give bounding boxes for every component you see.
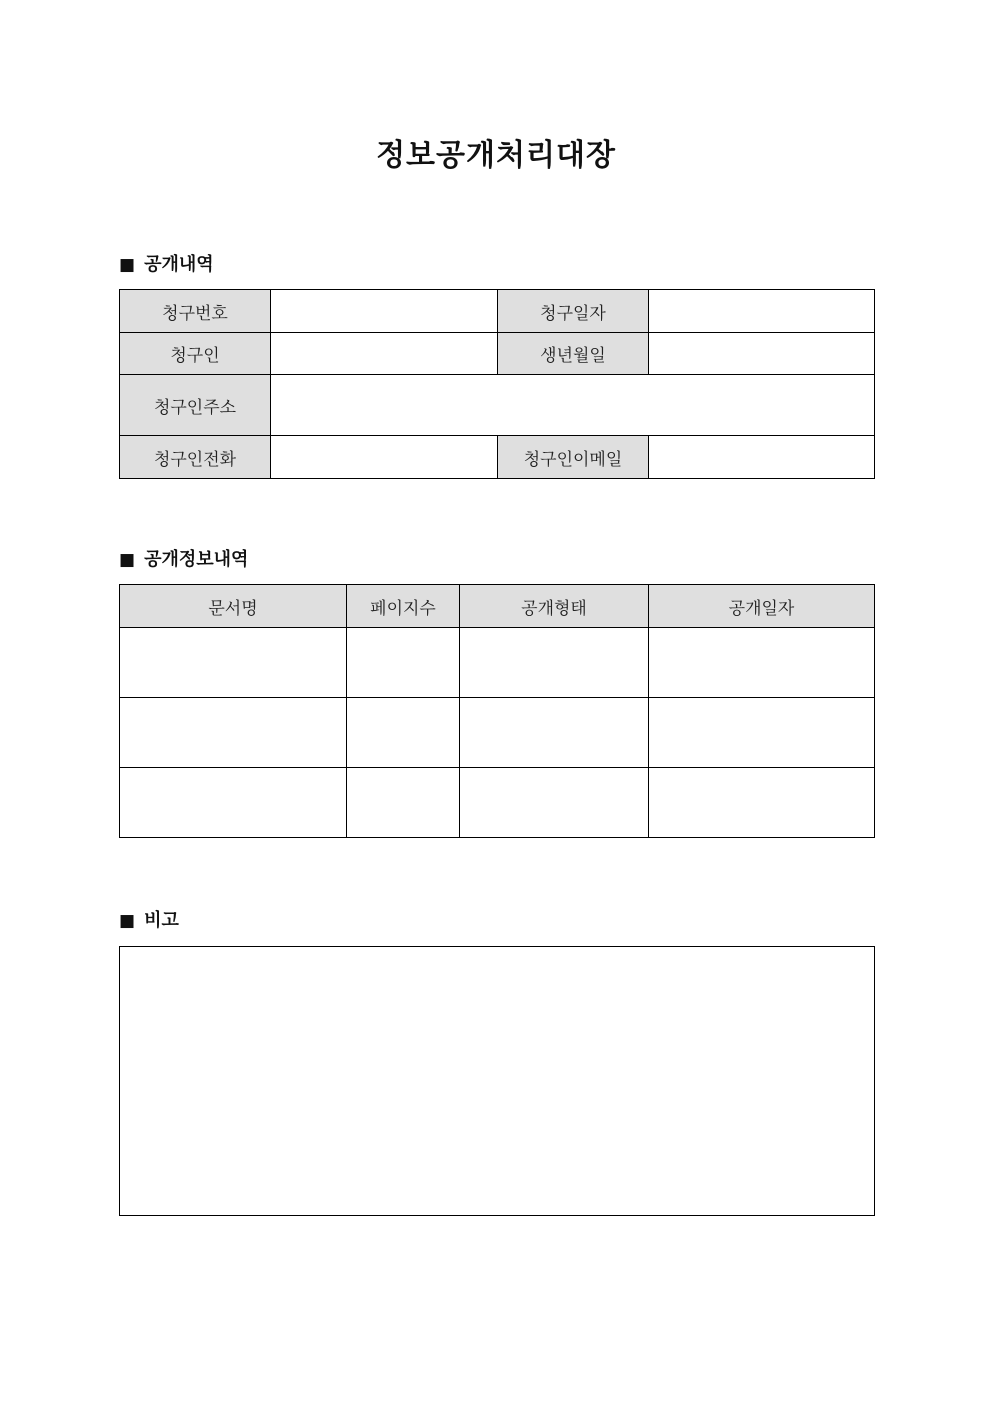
table-row: [120, 333, 875, 375]
doc-name-cell[interactable]: [120, 698, 347, 768]
column-header-disclosure-date: 공개일자: [649, 585, 875, 628]
table-row: [120, 698, 875, 768]
page-count-cell[interactable]: [347, 768, 460, 838]
birth-date-label: 생년월일: [498, 333, 649, 375]
column-header-page-count: 페이지수: [347, 585, 460, 628]
square-bullet-icon: ■: [119, 911, 136, 931]
square-bullet-icon: ■: [119, 255, 136, 275]
phone-field[interactable]: [271, 436, 498, 479]
disclosure-date-cell[interactable]: [649, 768, 875, 838]
section-heading-info: [119, 548, 248, 572]
remarks-box[interactable]: [119, 946, 875, 1216]
section-heading-text: 비고: [144, 910, 179, 931]
info-table: [119, 584, 875, 838]
request-no-field[interactable]: [271, 290, 498, 333]
request-no-label: 청구번호: [120, 290, 271, 333]
email-field[interactable]: [649, 436, 875, 479]
table-row: [120, 628, 875, 698]
doc-name-cell[interactable]: [120, 768, 347, 838]
table-row: [120, 375, 875, 436]
page-count-cell[interactable]: [347, 698, 460, 768]
section-heading-disclosure: [119, 253, 214, 277]
table-row: [120, 436, 875, 479]
section-heading-text: 공개정보내역: [144, 549, 249, 570]
disclosure-type-cell[interactable]: [460, 768, 649, 838]
phone-label: 청구인전화: [120, 436, 271, 479]
disclosure-date-cell[interactable]: [649, 628, 875, 698]
request-date-field[interactable]: [649, 290, 875, 333]
square-bullet-icon: ■: [119, 550, 136, 570]
column-header-doc-name: 문서명: [120, 585, 347, 628]
table-header-row: [120, 585, 875, 628]
requester-label: 청구인: [120, 333, 271, 375]
section-heading-text: 공개내역: [144, 254, 214, 275]
doc-name-cell[interactable]: [120, 628, 347, 698]
disclosure-type-cell[interactable]: [460, 698, 649, 768]
table-row: [120, 290, 875, 333]
address-field[interactable]: [271, 375, 875, 436]
column-header-disclosure-type: 공개형태: [460, 585, 649, 628]
disclosure-type-cell[interactable]: [460, 628, 649, 698]
section-heading-remarks: [119, 909, 179, 933]
address-label: 청구인주소: [120, 375, 271, 436]
disclosure-date-cell[interactable]: [649, 698, 875, 768]
birth-date-field[interactable]: [649, 333, 875, 375]
requester-field[interactable]: [271, 333, 498, 375]
email-label: 청구인이메일: [498, 436, 649, 479]
page-title: 정보공개처리대장: [376, 138, 616, 173]
page-count-cell[interactable]: [347, 628, 460, 698]
table-row: [120, 768, 875, 838]
disclosure-table: [119, 289, 875, 479]
request-date-label: 청구일자: [498, 290, 649, 333]
